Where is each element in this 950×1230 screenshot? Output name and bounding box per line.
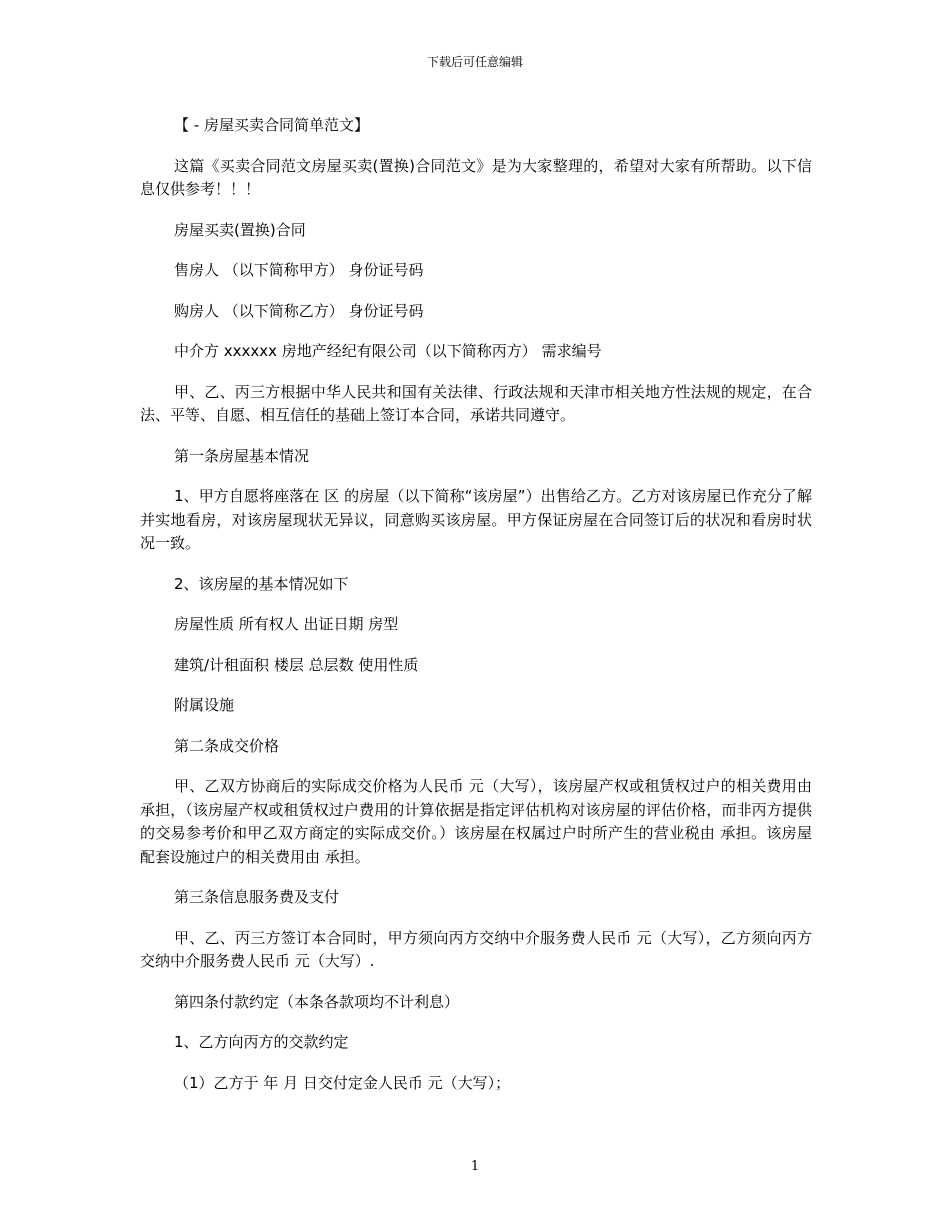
article-3-heading: 第三条信息服务费及支付 xyxy=(174,888,340,906)
preamble-paragraph: 甲、乙、丙三方根据中华人民共和国有关法律、行政法规和天津市相关地方性法规的规定，在合法、平等、自愿、相互信任的基础上签订本合同，承诺共同遵守。 xyxy=(140,382,812,424)
seller-line: 售房人 （以下简称甲方） 身份证号码 xyxy=(174,261,424,279)
buyer-line: 购房人 （以下简称乙方） 身份证号码 xyxy=(174,301,424,320)
article-1-heading: 第一条房屋基本情况 xyxy=(174,446,310,465)
intro-paragraph: 这篇《买卖合同范文房屋买卖(置换)合同范文》是为大家整理的，希望对大家有所帮助。以下信息仅供参考！！！ xyxy=(140,156,812,198)
agent-line: 中介方 xxxxxx 房地产经纪有限公司（以下简称丙方） 需求编号 xyxy=(174,342,602,360)
property-fields-line-2: 建筑/计租面积 楼层 总层数 使用性质 xyxy=(174,655,419,674)
header-note: 下载后可任意编辑 xyxy=(426,55,523,69)
article-1-clause-2: 2、该房屋的基本情况如下 xyxy=(174,574,349,593)
property-fields-line-1: 房屋性质 所有权人 出证日期 房型 xyxy=(174,615,399,633)
article-4-clause-1: 1、乙方向丙方的交款约定 xyxy=(174,1033,349,1051)
document-title: 【 - 房屋买卖合同简单范文】 xyxy=(174,116,369,134)
contract-heading: 房屋买卖(置换)合同 xyxy=(174,220,306,239)
property-fields-line-3: 附属设施 xyxy=(174,696,235,714)
article-2-body: 甲、乙双方协商后的实际成交价格为人民币 元（大写），该房屋产权或租赁权过户的相关费用由 承担，（该房屋产权或租赁权过户费用的计算依据是指定评估机构对该房屋的评估价格，而非丙方提供的交易参考价和甲乙双方商定的实际成交价。）该房屋在权属过户时所产生的营业税由 承担。该房屋配套设施过户的相关费用由 承担。 xyxy=(140,777,812,866)
article-1-clause-1: 1、甲方自愿将座落在 区 的房屋（以下简称“该房屋”）出售给乙方。乙方对该房屋已作充分了解并实地看房，对该房屋现状无异议，同意购买该房屋。甲方保证房屋在合同签订后的状况和看房时状况一致。 xyxy=(140,487,812,552)
article-2-heading: 第二条成交价格 xyxy=(174,736,280,755)
article-4-heading: 第四条付款约定（本条各款项均不计利息） xyxy=(174,992,460,1011)
article-4-item-1: （1）乙方于 年 月 日交付定金人民币 元（大写）； xyxy=(174,1073,511,1092)
article-3-body: 甲、乙、丙三方签订本合同时，甲方须向丙方交纳中介服务费人民币 元（大写），乙方须向丙方交纳中介服务费人民币 元（大写）. xyxy=(140,928,812,970)
page-number: 1 xyxy=(470,1159,480,1174)
contract-body xyxy=(140,114,812,1112)
